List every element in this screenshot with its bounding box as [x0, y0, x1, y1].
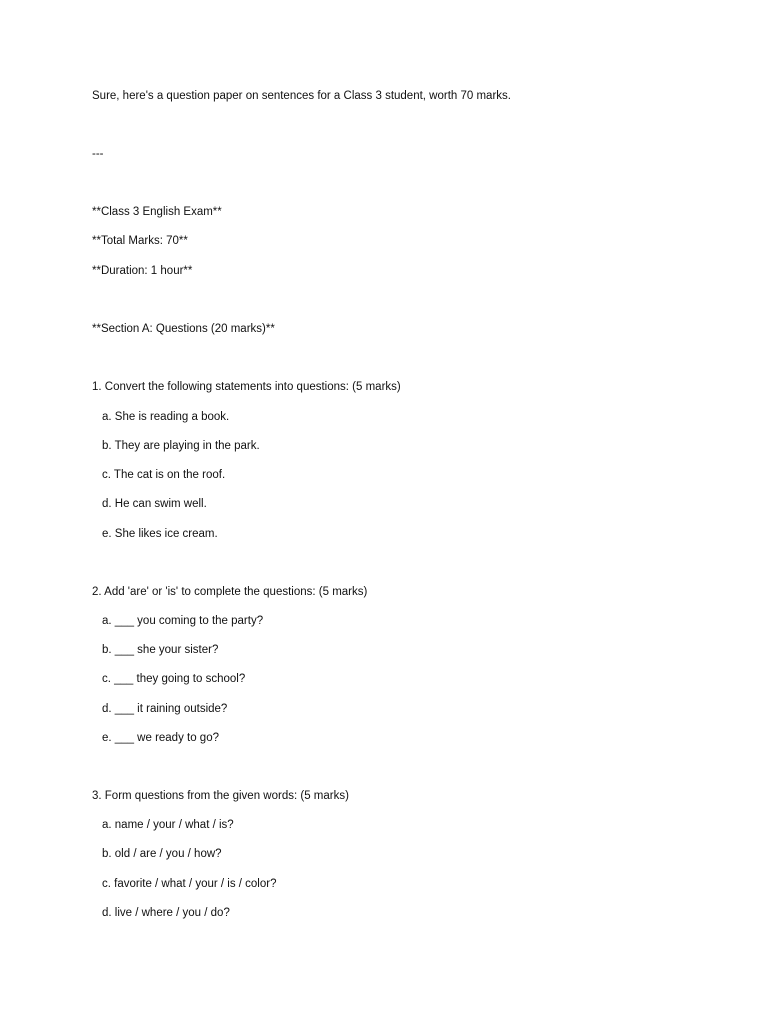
- question-3-item-d: d. live / where / you / do?: [102, 907, 230, 919]
- question-2-item-a: a. ___ you coming to the party?: [102, 615, 264, 627]
- question-3-item-c: c. favorite / what / your / is / color?: [102, 878, 277, 890]
- question-2-item-d: d. ___ it raining outside?: [102, 703, 228, 715]
- section-a-title: **Section A: Questions (20 marks)**: [92, 323, 275, 335]
- question-1-item-c: c. The cat is on the roof.: [102, 469, 226, 481]
- question-3-item-a: a. name / your / what / is?: [102, 819, 234, 831]
- question-1-item-a: a. She is reading a book.: [102, 411, 230, 423]
- question-2-prompt: 2. Add 'are' or 'is' to complete the questions: (5 marks): [92, 586, 368, 598]
- total-marks: **Total Marks: 70**: [92, 235, 188, 247]
- question-1-item-b: b. They are playing in the park.: [102, 440, 260, 452]
- separator: ---: [92, 148, 104, 160]
- question-2-item-e: e. ___ we ready to go?: [102, 732, 219, 744]
- question-2-item-b: b. ___ she your sister?: [102, 644, 219, 656]
- question-1-prompt: 1. Convert the following statements into questions: (5 marks): [92, 381, 401, 393]
- question-3-item-b: b. old / are / you / how?: [102, 848, 222, 860]
- exam-title: **Class 3 English Exam**: [92, 206, 222, 218]
- intro-text: Sure, here's a question paper on sentences for a Class 3 student, worth 70 marks.: [92, 90, 511, 102]
- question-1-item-d: d. He can swim well.: [102, 498, 207, 510]
- question-1-item-e: e. She likes ice cream.: [102, 528, 218, 540]
- question-2-item-c: c. ___ they going to school?: [102, 673, 246, 685]
- duration: **Duration: 1 hour**: [92, 265, 193, 277]
- question-3-prompt: 3. Form questions from the given words: (5 marks): [92, 790, 349, 802]
